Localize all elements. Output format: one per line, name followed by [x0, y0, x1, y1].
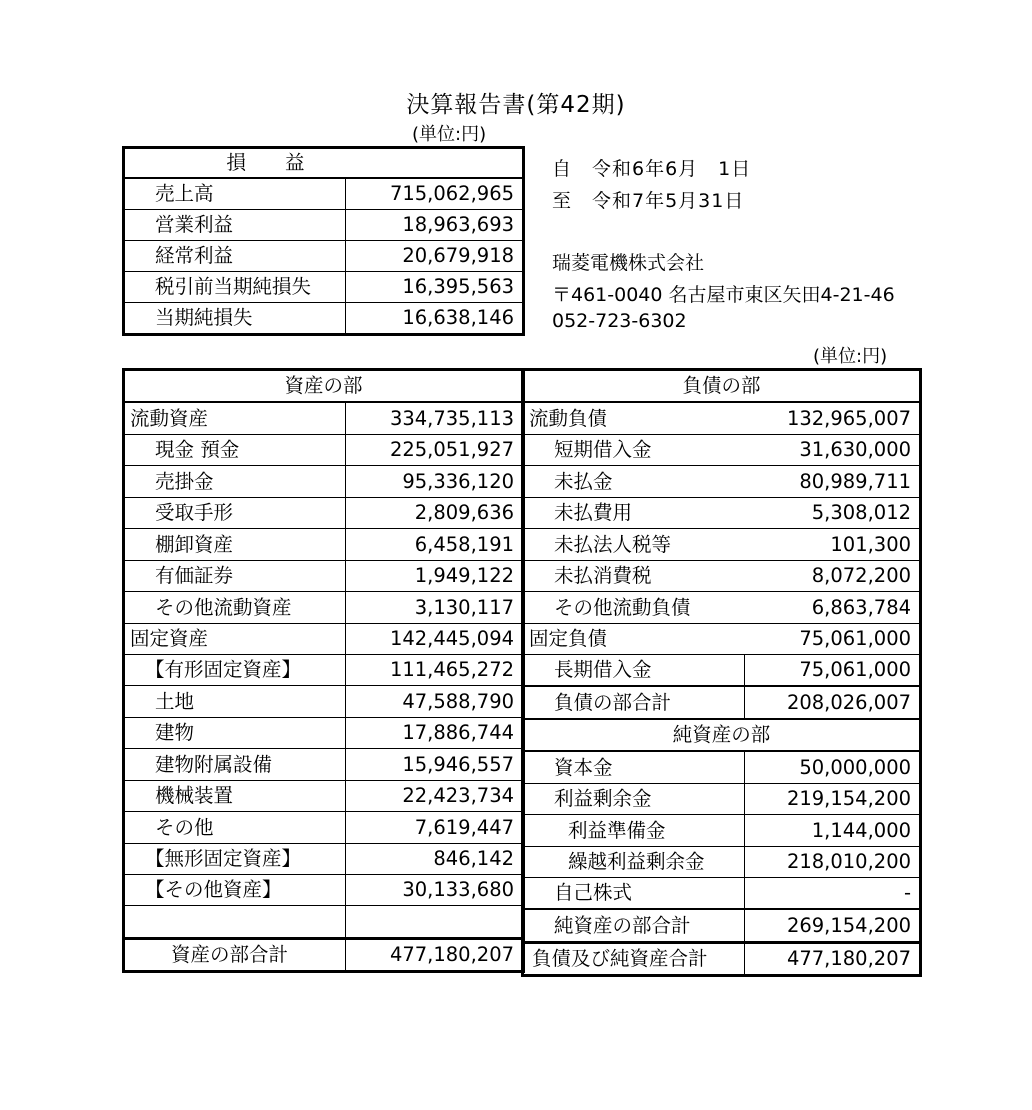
table-row: [124, 780, 524, 811]
liability-label: 固定負債: [529, 626, 608, 650]
asset-value: 15,946,557: [346, 749, 524, 780]
asset-label: その他流動資産: [124, 592, 346, 623]
income-value: 16,395,563: [346, 272, 524, 303]
table-row: [523, 560, 921, 591]
net-asset-value: -: [745, 878, 921, 910]
net-assets-header: 純資産の部: [523, 719, 921, 751]
liabilities-total-row: [523, 942, 921, 975]
income-value: 715,062,965: [346, 178, 524, 210]
net-asset-value: 219,154,200: [745, 783, 921, 814]
net-asset-label: 利益準備金: [523, 815, 745, 846]
liability-label: 未払法人税等: [554, 532, 672, 556]
income-value: 16,638,146: [346, 303, 524, 335]
asset-label: 【その他資産】: [124, 875, 346, 906]
table-row: [124, 497, 524, 528]
asset-value: 846,142: [346, 843, 524, 874]
table-row: [523, 878, 921, 910]
income-value: 20,679,918: [346, 241, 524, 272]
asset-label: 機械装置: [124, 780, 346, 811]
liability-value: 80,989,711: [799, 469, 912, 493]
table-row: [523, 751, 921, 783]
table-row: [124, 529, 524, 560]
assets-table: [122, 368, 525, 973]
table-row: [523, 623, 921, 654]
table-row: [523, 497, 921, 528]
asset-value: 17,886,744: [346, 717, 524, 748]
liability-value: 8,072,200: [811, 564, 912, 588]
table-row: [523, 466, 921, 497]
asset-value: 3,130,117: [346, 592, 524, 623]
assets-total-row: [124, 938, 524, 971]
asset-value: 95,336,120: [346, 466, 524, 497]
liability-value: 132,965,007: [786, 406, 912, 430]
net-asset-label: 利益剰余金: [523, 783, 745, 814]
document-title: 決算報告書(第42期): [406, 92, 626, 118]
asset-value: 22,423,734: [346, 780, 524, 811]
table-row: [124, 303, 524, 335]
asset-value: 142,445,094: [346, 623, 524, 654]
table-row: [523, 846, 921, 877]
asset-label: 売掛金: [124, 466, 346, 497]
net-assets-subtotal-row: [523, 909, 921, 942]
asset-value: 47,588,790: [346, 686, 524, 717]
net-assets-subtotal-label: 純資産の部合計: [523, 909, 745, 942]
liability-value: 31,630,000: [799, 438, 912, 462]
table-row: [124, 402, 524, 434]
table-row: [523, 402, 921, 434]
liability-label: 流動負債: [529, 406, 608, 430]
net-asset-label: 繰越利益剰余金: [523, 846, 745, 877]
asset-value: 6,458,191: [346, 529, 524, 560]
table-row: [124, 812, 524, 843]
asset-value: 334,735,113: [346, 402, 524, 434]
assets-total-label: 資産の部合計: [124, 938, 346, 971]
income-label: 経常利益: [124, 241, 346, 272]
liability-label: 短期借入金: [554, 438, 652, 462]
net-assets-subtotal-value: 269,154,200: [745, 909, 921, 942]
period-from: 自 令和6年6月 1日: [552, 158, 752, 180]
liabilities-subtotal-row: [523, 686, 921, 718]
table-row: [124, 654, 524, 685]
table-row: [124, 749, 524, 780]
net-asset-value: 218,010,200: [745, 846, 921, 877]
assets-total-value: 477,180,207: [346, 938, 524, 971]
asset-value: 2,809,636: [346, 497, 524, 528]
liability-value: 75,061,000: [745, 654, 921, 686]
company-name: 瑞菱電機株式会社: [552, 252, 705, 274]
table-row: [124, 875, 524, 906]
period-to: 至 令和7年5月31日: [552, 190, 745, 212]
table-row: [523, 783, 921, 814]
table-row: [124, 906, 524, 938]
asset-value: [346, 906, 524, 938]
income-label: 売上高: [124, 178, 346, 210]
table-row: [124, 178, 524, 210]
asset-value: 30,133,680: [346, 875, 524, 906]
liabilities-subtotal-label: 負債の部合計: [523, 686, 745, 718]
income-header: 損 益: [124, 148, 524, 179]
table-row: [523, 592, 921, 623]
asset-label: 現金 預金: [124, 434, 346, 465]
table-row: [124, 466, 524, 497]
table-row: [523, 654, 921, 686]
table-row: [523, 529, 921, 560]
liabilities-table: [521, 368, 922, 977]
asset-label: 土地: [124, 686, 346, 717]
liabilities-subtotal-value: 208,026,007: [745, 686, 921, 718]
table-row: [523, 815, 921, 846]
liability-label: 未払費用: [554, 501, 633, 525]
asset-value: 111,465,272: [346, 654, 524, 685]
income-label: 当期純損失: [124, 303, 346, 335]
asset-label: 棚卸資産: [124, 529, 346, 560]
asset-value: 225,051,927: [346, 434, 524, 465]
unit-label: (単位:円): [412, 124, 487, 145]
asset-label: 受取手形: [124, 497, 346, 528]
income-label: 税引前当期純損失: [124, 272, 346, 303]
asset-label: 流動資産: [124, 402, 346, 434]
asset-value: 7,619,447: [346, 812, 524, 843]
balance-sheet-unit-label: (単位:円): [813, 346, 888, 367]
income-statement-table: [122, 146, 525, 336]
assets-header: 資産の部: [124, 370, 524, 403]
liabilities-total-value: 477,180,207: [745, 942, 921, 975]
net-asset-value: 50,000,000: [745, 751, 921, 783]
liability-label: 未払消費税: [554, 564, 652, 588]
liability-value: 6,863,784: [811, 595, 912, 619]
table-row: [124, 560, 524, 591]
liability-label: その他流動負債: [554, 595, 691, 619]
liability-value: 101,300: [830, 532, 912, 556]
asset-label: 建物附属設備: [124, 749, 346, 780]
asset-label: 固定資産: [124, 623, 346, 654]
table-row: [124, 623, 524, 654]
net-asset-label: 資本金: [523, 751, 745, 783]
asset-label: [124, 906, 346, 938]
income-value: 18,963,693: [346, 210, 524, 241]
table-row: [124, 434, 524, 465]
liabilities-total-label: 負債及び純資産合計: [523, 942, 745, 975]
asset-value: 1,949,122: [346, 560, 524, 591]
table-row: [124, 241, 524, 272]
table-row: [124, 210, 524, 241]
table-row: [124, 686, 524, 717]
income-label: 営業利益: [124, 210, 346, 241]
liabilities-header: 負債の部: [523, 370, 921, 403]
table-row: [124, 717, 524, 748]
liability-value: 75,061,000: [799, 626, 912, 650]
liability-label: 未払金: [554, 469, 613, 493]
company-phone: 052-723-6302: [552, 310, 687, 332]
liability-value: 5,308,012: [811, 501, 912, 525]
liability-label: 長期借入金: [523, 654, 745, 686]
table-row: [124, 592, 524, 623]
company-address: 〒461-0040 名古屋市東区矢田4-21-46: [552, 284, 895, 306]
asset-label: その他: [124, 812, 346, 843]
asset-label: 建物: [124, 717, 346, 748]
net-asset-label: 自己株式: [523, 878, 745, 910]
table-row: [124, 843, 524, 874]
asset-label: 【有形固定資産】: [124, 654, 346, 685]
net-asset-value: 1,144,000: [745, 815, 921, 846]
table-row: [124, 272, 524, 303]
asset-label: 【無形固定資産】: [124, 843, 346, 874]
asset-label: 有価証券: [124, 560, 346, 591]
table-row: [523, 434, 921, 465]
